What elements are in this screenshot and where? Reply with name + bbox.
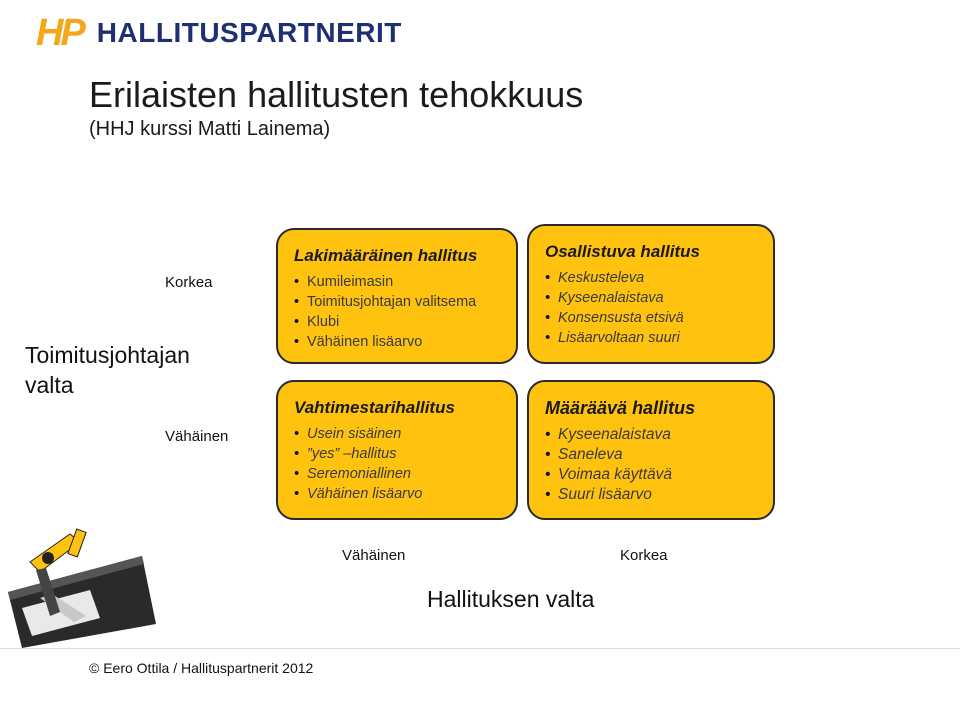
list-item: • Vähäinen lisäarvo [294,332,502,352]
logo-wordmark: HALLITUSPARTNERIT [96,17,402,48]
quadrant-title: Lakimääräinen hallitus [294,246,478,265]
quadrant-bottom-right [527,380,775,520]
logo-mark: HP [36,12,83,54]
list-item: • Konsensusta etsivä [545,308,759,328]
footer-copyright: © Eero Ottila / Hallituspartnerit 2012 [89,660,314,676]
list-item: • Suuri lisäarvo [545,485,759,505]
list-item: • Saneleva [545,445,759,465]
list-item: • Usein sisäinen [294,424,502,444]
stamp-icon [0,528,160,648]
list-item: • Klubi [294,312,502,332]
quadrant-top-left [276,228,518,364]
list-item: • Keskusteleva [545,268,759,288]
list-item: • Vähäinen lisäarvo [294,484,502,504]
list-item: • ”yes” –hallitus [294,444,502,464]
list-item: • Seremoniallinen [294,464,502,484]
quadrant-title: Määräävä hallitus [545,398,696,418]
list-item: • Kyseenalaistava [545,288,759,308]
list-item: • Kumileimasin [294,272,502,292]
slide-title: Erilaisten hallitusten tehokkuus [89,74,584,115]
y-axis-title: Toimitusjohtajan valta [25,342,190,398]
list-item: • Kyseenalaistava [545,425,759,445]
company-logo [36,14,402,52]
list-item: • Lisäarvoltaan suuri [545,328,759,348]
quadrant-title: Osallistuva hallitus [545,242,700,261]
y-axis-high-label: Korkea [165,274,213,291]
footer-divider [0,648,960,649]
y-axis-low-label: Vähäinen [165,428,229,445]
x-axis-low-label: Vähäinen [342,547,406,564]
quadrant-bottom-left [276,380,518,520]
list-item: • Voimaa käyttävä [545,465,759,485]
x-axis-high-label: Korkea [620,547,668,564]
quadrant-top-right [527,224,775,364]
list-item: • Toimitusjohtajan valitsema [294,292,502,312]
quadrant-title: Vahtimestarihallitus [294,398,455,417]
x-axis-title: Hallituksen valta [427,586,595,612]
slide-subtitle: (HHJ kurssi Matti Lainema) [89,118,331,140]
